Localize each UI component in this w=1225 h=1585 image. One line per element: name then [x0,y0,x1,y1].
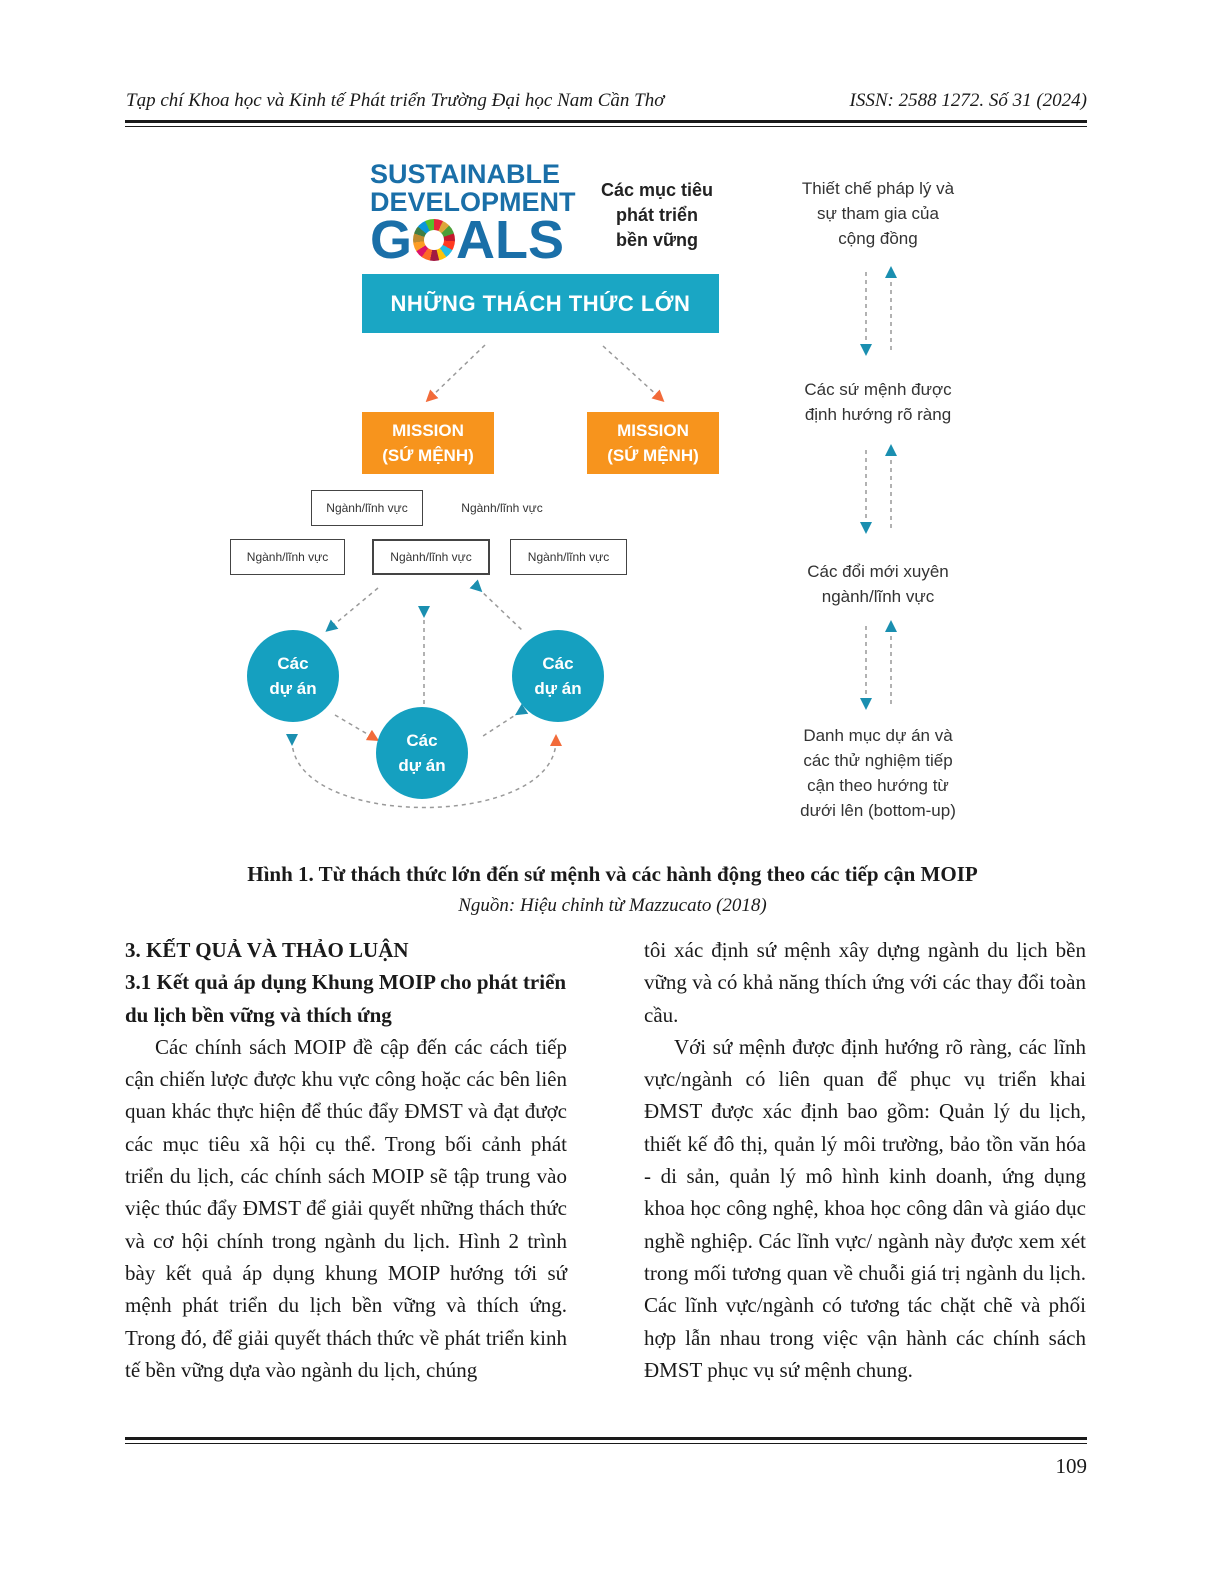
projects-label: Các [277,654,309,673]
projects-label: dự án [398,756,446,775]
page-number: 109 [1055,1454,1087,1478]
grand-challenges-box: NHỮNG THÁCH THỨC LỚN [362,274,719,333]
sector-box: Ngành/lĩnh vực [230,539,345,575]
sdg-note-line: phát triển [615,205,698,225]
level-label-line: cận theo hướng từ [807,776,949,795]
level-label-line: các thử nghiệm tiếp [803,751,953,770]
subsection-heading: 3.1 Kết quả áp dụng Khung MOIP cho phát triển du lịch bền vững và thích ứng [125,970,567,1027]
mission-label: (SỨ MỆNH) [607,446,699,465]
level-label-line: Thiết chế pháp lý và [801,179,955,198]
sdg-logo-line2: DEVELOPMENT [370,187,576,217]
projects-circle-left [247,630,339,722]
sdg-note-line: bền vững [615,230,699,250]
level-label-legal [760,176,996,251]
level-label-line: Danh mục dự án và [803,726,953,745]
projects-label: Các [406,731,438,750]
section-heading: 3. KẾT QUẢ VÀ THẢO LUẬN [125,938,409,962]
footer-rule-thick [125,1437,1087,1440]
projects-label: Các [542,654,574,673]
figure-caption: Hình 1. Từ thách thức lớn đến sứ mệnh và các hành động theo các tiếp cận MOIP [247,862,978,886]
level-label-line: Các sứ mệnh được [804,380,952,399]
projects-label: dự án [269,679,317,698]
mission-label: MISSION [617,421,689,440]
body-paragraph: tôi xác định sứ mệnh xây dựng ngành du lịch bền vững và có khả năng thích ứng với các thay đổi toàn cầu. [644,938,1086,1027]
mission-box-right [587,412,719,474]
body-paragraph: Các chính sách MOIP đề cập đến các cách tiếp cận chiến lược được khu vực công hoặc các bên liên quan khác thực hiện để thúc đẩy ĐMST và đạt được các mục tiêu xã hội cụ thể. Trong bối cảnh phát triển du lịch, các chính sách MOIP sẽ tập trung vào việc thúc đẩy ĐMST để giải quyết những thách thức và cơ hội chính trong ngành du lịch. Hình 2 trình bày kết quả áp dụng khung MOIP hướng tới sứ mệnh phát triển du lịch bền vững và thích ứng. Trong đó, để giải quyết thách thức về phát triển kinh tế bền vững dựa vào ngành du lịch, chúng [125,1034,567,1382]
sector-box: Ngành/lĩnh vực [311,490,423,526]
projects-label: dự án [534,679,582,698]
sector-box: Ngành/lĩnh vực [442,490,562,526]
level-label-missions [760,377,996,427]
level-label-cross-sector [760,559,996,609]
sdg-wheel-icon [413,219,455,261]
sdg-logo-als: ALS [456,210,565,270]
projects-circle-center [376,707,468,799]
left-column [125,934,567,1386]
level-label-line: dưới lên (bottom-up) [800,801,956,820]
sdg-logo-line1: SUSTAINABLE [370,159,561,189]
sdg-note [586,178,728,253]
mission-box-left [362,412,494,474]
level-label-portfolio [760,723,996,823]
footer-rule-thin [125,1443,1087,1444]
issn-issue: ISSN: 2588 1272. Số 31 (2024) [849,90,1087,111]
sdg-logo-g: G [370,210,413,270]
journal-title: Tạp chí Khoa học và Kinh tế Phát triển Trường Đại học Nam Cần Thơ [126,90,665,111]
level-label-line: cộng đồng [838,229,918,248]
body-paragraph: Với sứ mệnh được định hướng rõ ràng, các lĩnh vực/ngành có liên quan để phục vụ triển khai ĐMST được xác định bao gồm: Quản lý du lịch, thiết kế đô thị, quản lý môi trường, bảo tồn văn hóa - di sản, quản lý mô hình kinh doanh, ứng dụng khoa học công nghệ, khoa học công dân và giáo dục nghề nghiệp. Các lĩnh vực/ ngành này được xem xét trong mối tương quan về chuỗi giá trị ngành du lịch. Các lĩnh vực/ngành có tương tác chặt chẽ và phối hợp lẫn nhau trong việc vận hành các chính sách ĐMST phục vụ sứ mệnh chung. [644,1034,1086,1382]
sector-box: Ngành/lĩnh vực [510,539,627,575]
mission-label: (SỨ MỆNH) [382,446,474,465]
level-label-line: sự tham gia của [817,204,939,223]
right-column [644,934,1086,1386]
figure-source: Nguồn: Hiệu chỉnh từ Mazzucato (2018) [458,895,767,916]
sdg-note-line: Các mục tiêu [600,180,714,200]
mission-label: MISSION [392,421,464,440]
projects-circle-right [512,630,604,722]
level-label-line: ngành/lĩnh vực [821,587,935,606]
level-label-line: Các đổi mới xuyên [807,562,949,581]
sdg-logo-goals [370,212,564,268]
sector-box: Ngành/lĩnh vực [372,539,490,575]
level-label-line: định hướng rõ ràng [804,405,952,424]
